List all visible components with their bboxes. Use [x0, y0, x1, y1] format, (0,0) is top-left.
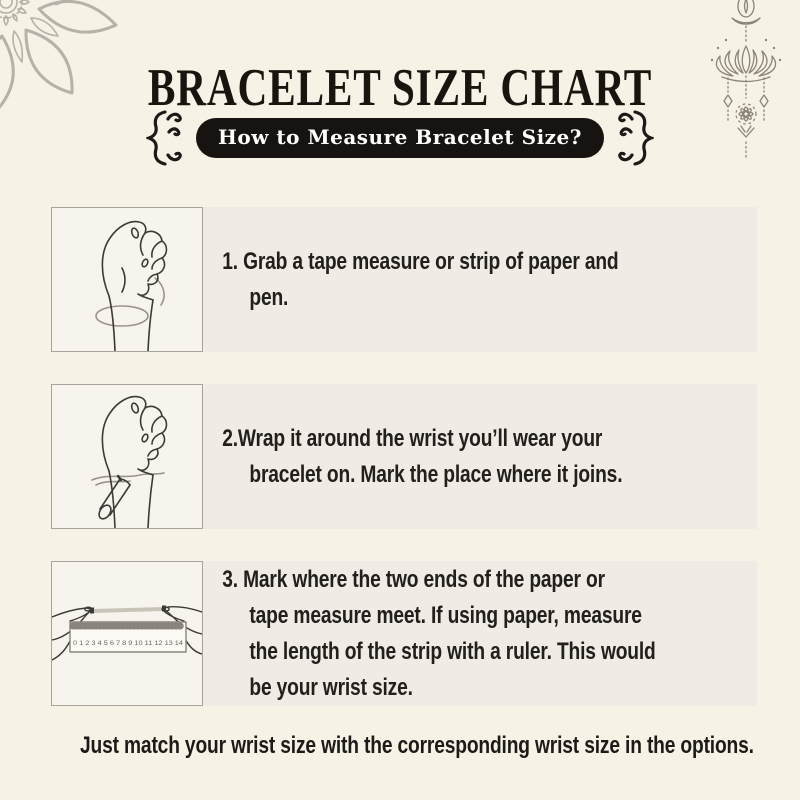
subtitle-row [0, 116, 800, 160]
calligraphic-flourish-icon-mirrored [614, 109, 654, 167]
hand-sketch-icon [52, 208, 202, 351]
step-3-line-3: the length of the strip with a ruler. This would [249, 637, 656, 665]
hands-holding-strip-over-ruler-illustration [51, 561, 203, 706]
ruler-numbers: 0 1 2 3 4 5 6 7 8 9 10 11 12 13 14 [73, 640, 184, 647]
page-title: BRACELET SIZE CHART [147, 59, 653, 117]
step-1-text [203, 207, 646, 352]
step-2-line-2: bracelet on. Mark the place where it joins. [249, 460, 623, 488]
step-3-line-1: 3. Mark where the two ends of the paper or [222, 565, 605, 593]
steps-list [51, 207, 757, 738]
step-2-text [203, 384, 646, 529]
hands-and-ruler-sketch-icon [52, 562, 202, 705]
step-3-line-2: tape measure meet. If using paper, measure [249, 601, 642, 629]
calligraphic-flourish-icon [146, 109, 186, 167]
step-row-1 [51, 207, 757, 352]
step-3-line-4: be your wrist size. [249, 673, 413, 701]
step-2-line-1: 2.Wrap it around the wrist you’ll wear your [222, 424, 603, 452]
step-row-3 [51, 561, 757, 706]
step-3-text [203, 561, 656, 706]
hand-with-pen-sketch-icon [52, 385, 202, 528]
step-1-line-1: 1. Grab a tape measure or strip of paper and [222, 247, 619, 275]
footer-note: Just match your wrist size with the corresponding wrist size in the options. [80, 732, 754, 759]
fist-with-bracelet-loop-illustration [51, 207, 203, 352]
step-1-line-2: pen. [249, 283, 289, 311]
subtitle-badge: How to Measure Bracelet Size? [196, 118, 604, 158]
hand-with-pen-marking-wrist-illustration [51, 384, 203, 529]
step-row-2 [51, 384, 757, 529]
